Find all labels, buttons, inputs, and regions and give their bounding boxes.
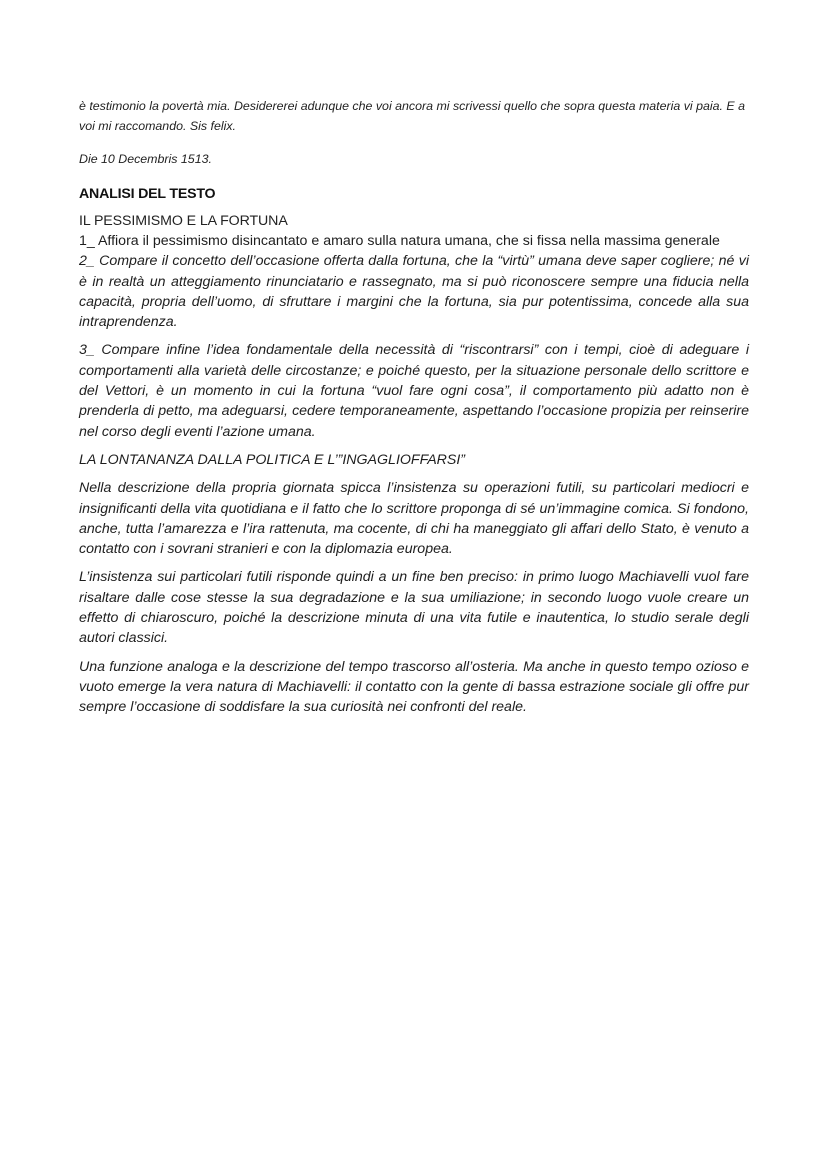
page-content — [79, 97, 749, 718]
analysis-point-2: 2_ Compare il concetto dell’occasione offerta dalla fortuna, che la “virtù” umana deve saper cogliere; né vi è in realtà un atteggiamento rinunciatario e rassegnato, ma si può riconoscere sempre una fiducia nella capacità, propria dell’uomo, di sfruttare i margini che la fortuna, sia pur potentissima, concede alla sua intraprendenza. — [79, 253, 749, 331]
letter-date: Die 10 Decembris 1513. — [79, 152, 212, 166]
analysis-heading: ANALISI DEL TESTO — [79, 186, 216, 202]
analysis-paragraph-1: Nella descrizione della propria giornata spicca l’insistenza su operazioni futili, su particolari mediocri e insignificanti della vita quotidiana e il fatto che lo scrittore proponga di sé un’immagine comica. Si fondono, anche, tutta l’amarezza e l’ira rattenuta, ma cocente, di chi ha maneggiato gli affari dello Stato, è venuto a contatto con i sovrani stranieri e con la diplomazia europea. — [79, 480, 749, 558]
analysis-point-3: 3_ Compare infine l’idea fondamentale della necessità di “riscontrarsi” con i tempi, cioè di adeguare i comportamenti alla varietà delle circostanze; e poiché questo, per la situazione personale dello scrittore e del Vettori, è un momento in cui la fortuna “vuol fare ogni cosa”, il comportamento più adatto non è prenderla di petto, ma adeguarsi, cedere temporaneamente, aspettando l’occasione propizia per reinserire nel corso degli eventi l’azione umana. — [79, 342, 749, 440]
analysis-paragraph-3: Una funzione analoga e la descrizione del tempo trascorso all’osteria. Ma anche in questo tempo ozioso e vuoto emerge la vera natura di Machiavelli: il contatto con la gente di bassa estrazione sociale gli offre pur sempre l’occasione di soddisfare la sua curiosità nei confronti del reale. — [79, 658, 749, 716]
letter-closing-text: è testimonio la povertà mia. Desidererei adunque che voi ancora mi scrivessi quello che sopra questa materia vi paia. E a voi mi raccomando. Sis felix. — [79, 99, 745, 133]
analysis-point-1: 1_ Affiora il pessimismo disincantato e amaro sulla natura umana, che si fissa nella massima generale — [79, 233, 720, 249]
section-title-pessimism: IL PESSIMISMO E LA FORTUNA — [79, 213, 288, 229]
section-title-politics: LA LONTANANZA DALLA POLITICA E L’”INGAGLIOFFARSI” — [79, 451, 466, 468]
analysis-paragraph-2: L’insistenza sui particolari futili risponde quindi a un fine ben preciso: in primo luogo Machiavelli vuol fare risaltare dalle cose stesse la sua degradazione e la sua umiliazione; in secondo luogo vuole creare un effetto di chiaroscuro, poiché la descrizione minuta di una vita futile e inautentica, lo studio serale degli autori classici. — [79, 569, 749, 647]
